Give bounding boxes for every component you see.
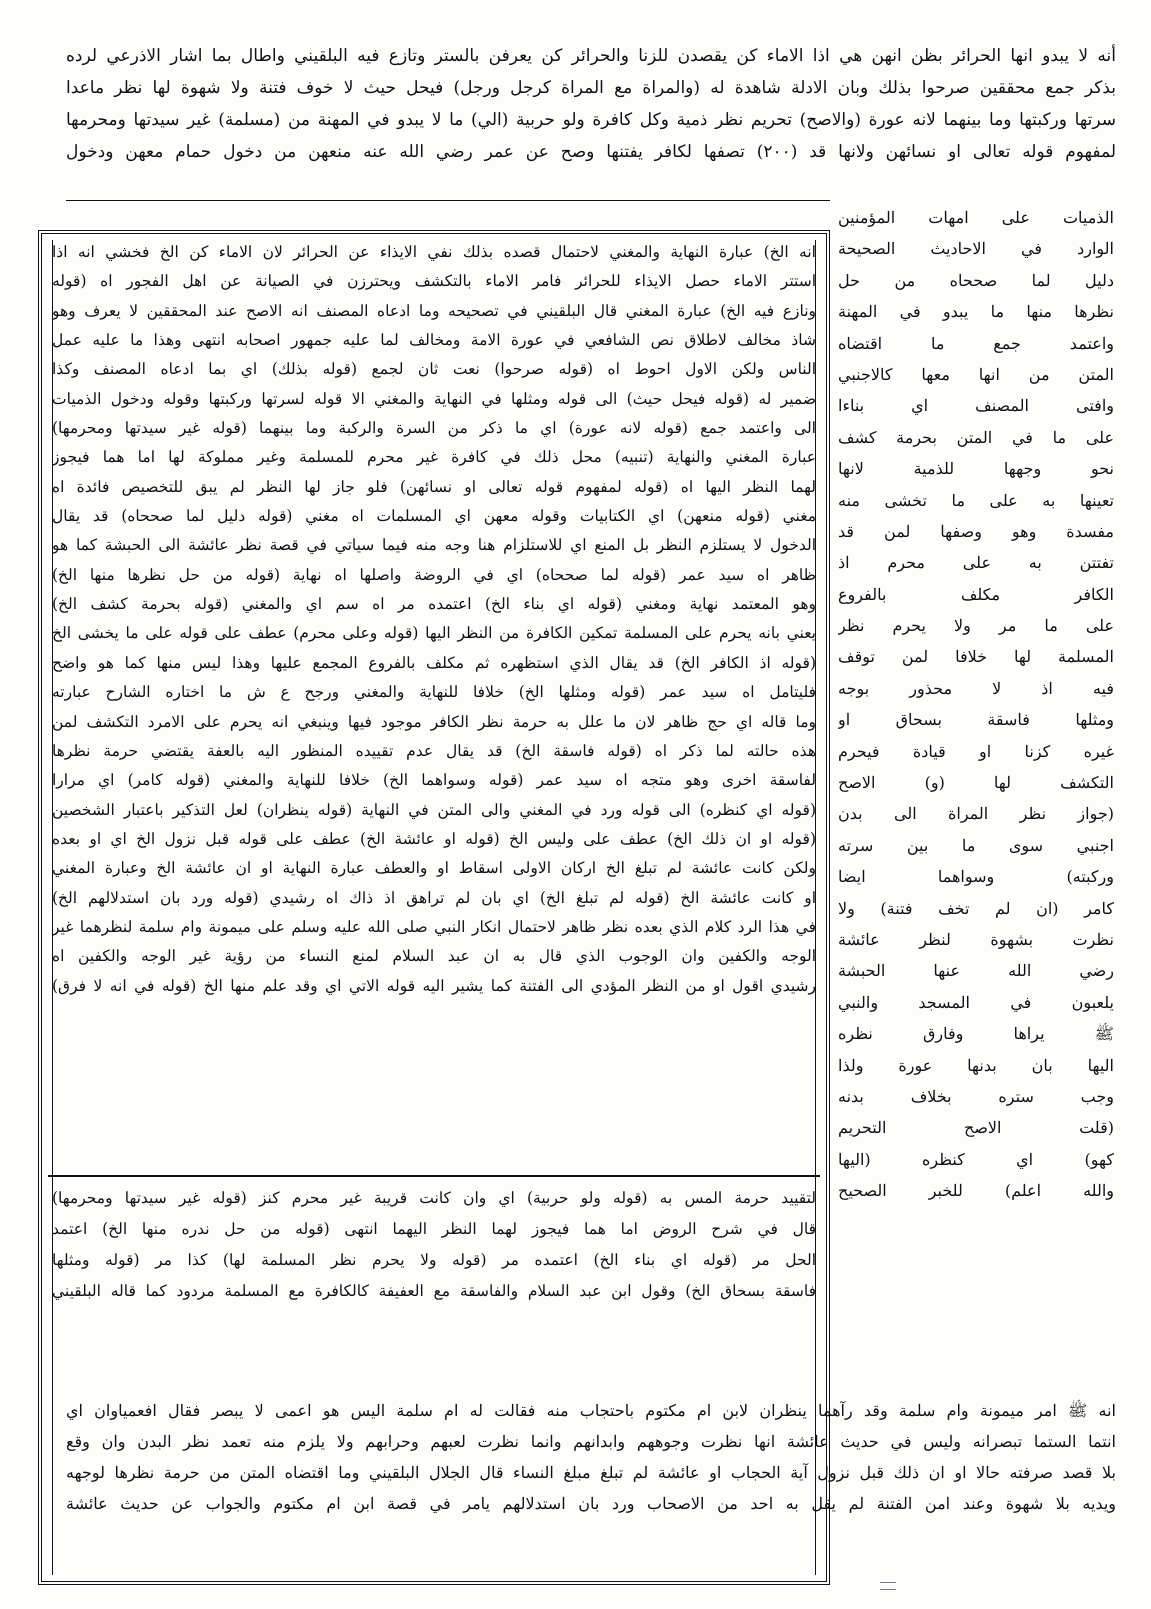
side-column-text [838,202,1114,1207]
text-line: فيه اذ لا محذور بوجه [838,678,1114,698]
text-line: (قوله او ان ذلك الخ) عطف على وليس الخ (قوله او عائشة الخ) عطف على قوله قبل نزول الخ اي او بعده [52,829,816,848]
text-line: وافتى المصنف اي بناءا [838,396,1114,416]
matn-bottom-text [66,1395,1116,1519]
commentary-main-text [52,238,816,1148]
text-line: تفتتن به على محرم اذ [838,553,1114,573]
text-line: فليتامل اه سيد عمر (قوله ومثلها الخ) خلافا للنهاية والمغني ورجح ع ش ما اختاره الشارح عبارته [52,683,816,702]
text-line: ونازع فيه الخ) عبارة المغني قال البلقيني في تصحيحه وما ادعاه المصنف انه الاصح عند المحققين لا يعرف وهو [52,301,816,320]
text-line: بلا قصد صرفته حالا او ان ذلك قبل نزول آية الحجاب او عائشة لم تبلغ مبلغ النساء قال الجلال البلقيني وما اقتضاه المتن من حرمة نظرها لوجهه [66,1463,1116,1482]
text-line: (قلت الاصح التحريم [838,1118,1114,1138]
text-line: التكشف لها (و) الاصح [838,773,1114,793]
text-line: المتن من انها معها كالاجنبي [838,364,1114,384]
text-line: رضي الله عنها الحبشة [838,961,1114,981]
section-divider [48,1175,820,1177]
page-mark [880,1582,896,1590]
text-line: مفسدة وهو وصفها لمن قد [838,521,1114,541]
text-line [52,1001,816,1030]
text-line: كهو) اي كنظره (اليها [838,1149,1114,1169]
text-line: (جواز نظر المراة الى بدن [838,804,1114,824]
text-line: دليل لما صححاه من حل [838,270,1114,290]
commentary-lower-text [52,1183,816,1307]
text-line: الدخول لا يستلزم النظر بل المنع اي للاستلزام هنا وجه منه فيما سياتي في قصة نظر عائشة الى الحبشة كما هو [52,536,816,555]
text-line: لمفهوم قوله تعالى او نسائهن ولانها قد (٢٠٠) تصفها لكافر يفتنها وصح عن عمر رضي الله عنه منعهن من دخول حمام معهن ودخول [66,142,1116,162]
text-line: الى واعتمد جمع (قوله لانه عورة) اي ما ذكر من السرة والركبة وما بينهما (قوله غير سيدتها ومحرمها) [52,419,816,438]
text-line: استتر الاماء حصل الايذاء للحرائر فامر الاماء بالتكشف ويحترزن في الصيانة عن اهل الفجور اه (قوله [52,272,816,291]
matn-top-text [66,40,1116,168]
text-line: ضمير له (قوله فيحل حيث) الى قوله ومثلها في النهاية والمغني الا قوله لسرتها وركبتها وقوله ودخول الذميات [52,389,816,408]
text-line: (قوله اي كنظره) الى قوله ورد في المغني والى المتن في النهاية (قوله ينظران) لعل التذكير باعتبار الشخصين [52,800,816,819]
text-line: (قوله اذ الكافر الخ) قد يقال الذي استظهره ثم مكلف بالفروع المجمع عليها وهذا ليس منها كما هو واضح [52,653,816,672]
text-line: على ما مر ولا يحرم نظر [838,616,1114,636]
text-line: وهو المعتمد نهاية ومغني (قوله اي بناء الخ) اعتمده مر اه سم اي والمغني (قوله بحرمة كشف الخ) [52,595,816,614]
text-line: رشيدي اقول او من النظر المؤدي الى الفتنة كما يشير اليه قوله الاتي اي وقد علم منها الخ (قوله في انه لا فرق) [52,976,816,995]
text-line: نظرت بشهوة لنظر عائشة [838,929,1114,949]
text-line: انه ﷺ امر ميمونة وام سلمة وقد رآهما ينظران لابن ام مكتوم باحتجاب منه فقالت له ام سلمة اليس هو اعمى لا يبصر فقال افعمياوان اي [66,1401,1116,1420]
text-line [52,1060,816,1089]
text-line: ومثلها فاسقة بسحاق او [838,710,1114,730]
text-line [52,1030,816,1059]
text-line: تعينها به على ما تخشى منه [838,490,1114,510]
text-line: هذه حالته لما ذكر اه (قوله فاسقة الخ) قد يقال عدم تقييده المنظور اليه بالعفة يقتضي حرمة نظرها [52,741,816,760]
text-line: قال في شرح الروض اما هما فيجوز لهما النظر اليهما انتهى (قوله من حل ندره منها الخ) اعتمد [52,1220,816,1238]
text-line: نحو وجهها للذمية لانها [838,459,1114,479]
text-line: وركبته) وسواهما ايضا [838,867,1114,887]
text-line: نظرها منها ما يبدو في المهنة [838,302,1114,322]
text-line: اجنبي سوى ما بين سرته [838,835,1114,855]
text-line: الوارد في الاحاديث الصحيحة [838,239,1114,259]
text-line: الحل مر (قوله اي بناء الخ) اعتمده مر (قوله ولا يحرم نظر المسلمة لها) كذا مر (قوله ومثلها [52,1251,816,1269]
text-line: ﷺ يراها وفارق نظره [838,1024,1114,1044]
text-line: في هذا الرد كلام الذي بعده نظر ظاهر لاحتمال انكار النبي صلى الله عليه وسلم على ميمونة وام سلمة لنظرهما غير [52,917,816,936]
text-line [52,1089,816,1118]
text-line: فاسقة بسحاق الخ) وقول ابن عبد السلام والفاسقة مع العفيفة كالكافرة مع المسلمة مردود كما قاله البلقيني [52,1282,816,1300]
text-line: كامر (ان لم تخف فتنة) ولا [838,898,1114,918]
text-line: على ما في المتن بحرمة كشف [838,427,1114,447]
text-line: وما قاله اي حج ظاهر لان ما علل به حرمة نظر الكافر موجود فيها وينبغي انه يحرم على الامرد التكشف لمن [52,712,816,731]
text-line: أنه لا يبدو انها الحرائر بظن انهن هي اذا الاماء كن يقصدن للزنا والحرائر كن يعرفن بالستر وتازع فيه البلقيني واطال بما اشار الاذرعي لرده [66,46,1116,66]
text-line: او كانت عائشة الخ (قوله لم تبلغ الخ) اي بان لم تراهق اذ ذاك اه رشيدي (قوله ورد بان استدلالهم الخ) [52,888,816,907]
text-line: المسلمة لها خلافا لمن توقف [838,647,1114,667]
text-line: الذميات على امهات المؤمنين [838,208,1114,227]
text-line: الكافر مكلف بالفروع [838,584,1114,604]
text-line: الناس ولكن الاول احوط اه (قوله صرحوا) نعت ثان لجمع (قوله بذلك) اي بما ادعاه المصنف وكذا [52,360,816,379]
text-line: يلعبون في المسجد والنبي [838,992,1114,1012]
text-line: وجب ستره بخلاف بدنه [838,1086,1114,1106]
text-line: عبارة المغني والنهاية (تنبيه) محل ذلك في كافرة غير محرم للمسلمة وغير مملوكة لها اما هما فيجوز [52,448,816,467]
text-line: انه الخ) عبارة النهاية والمغني لاحتمال قصده بذلك نفي الايذاء عن الحرائر لان الاماء كن الخ فخشي انه اذا [52,243,816,261]
text-line: يعني بانه يحرم على المسلمة تمكين الكافرة من النظر اليها (قوله وعلى محرم) عطف على قوله على ما يخشى الخ [52,624,816,643]
text-line: شاذ مخالف لاطلاق نص الشافعي في عورة الامة ومخالف لما عليه جمهور اصحابه انتهى وهذا ما عليه عمل [52,331,816,350]
text-line: والله اعلم) للخبر الصحيح [838,1181,1114,1201]
text-line: لتقييد حرمة المس به (قوله ولو حربية) اي وان كانت قريبة غير محرم كنز (قوله غير سيدتها ومحرمها) [52,1189,816,1207]
text-line: مغني (قوله منعهن) اي الكتابيات وقوله معهن اي المسلمات اه مغني (قوله دليل لما صححاه) قد يقال [52,507,816,526]
text-line: واعتمد جمع ما اقتضاه [838,333,1114,353]
text-line: اليها بان بدنها عورة ولذا [838,1055,1114,1075]
text-line: انتما الستما تبصرانه وليس في حديث عائشة انها نظرت وجوههم وابدانهم وانما نظرت لعبهم وحرابهم ولا يلزم منه تعمد نظر البدن وان وقع [66,1432,1116,1451]
text-line: ويديه بلا شهوة وعند امن الفتنة لم يقل به احد من الاصحاب ورد بان استدلالهم يامر في قصة ابن ام مكتوم والجواب عن حديث عائشة [66,1494,1116,1513]
text-line [52,1118,816,1147]
text-line: لهما النظر اليها اه (قوله لمفهوم قوله تعالى او نسائهن) فلو جاز لها النظر لم يبق للتخصيص فائدة اه [52,477,816,496]
text-line: غيره كزنا او قيادة فيحرم [838,741,1114,761]
text-line: بذكر جمع محققين صرحوا بذلك وبان الادلة شاهدة له (والمراة مع المراة كرجل ورجل) فيحل حيث لا خوف فتنة ولا شهوة لها نظر ماعدا [66,78,1116,98]
text-line: ظاهر اه سيد عمر (قوله لما صححاه) اي في الروضة واصلها اه نهاية (قوله من حل نظرها منها الخ) [52,565,816,584]
text-line: ولكن كانت عائشة لم تبلغ الخ اركان الاولى اسقاط او والعطف عبارة النهاية او ان عائشة الخ وعبارة المغني [52,859,816,878]
text-line: لفاسقة اخرى وهو متجه اه سيد عمر (قوله وسواهما الخ) خلافا للنهاية والمغني (قوله كامر) اي مرارا [52,771,816,790]
text-line: الوجه والكفين وان الوجوب الذي قال به ان عبد السلام لمنع النساء من رؤية غير الوجه والكفين اه [52,947,816,966]
separator-rule [66,200,830,201]
text-line: سرتها وركبتها وما بينهما لانه عورة (والاصح) تحريم نظر ذمية وكل كافرة ولو حربية (الي) ما لا يبدو في المهنة من (مسلمة) غير سيدتها ومحرمها [66,110,1116,130]
